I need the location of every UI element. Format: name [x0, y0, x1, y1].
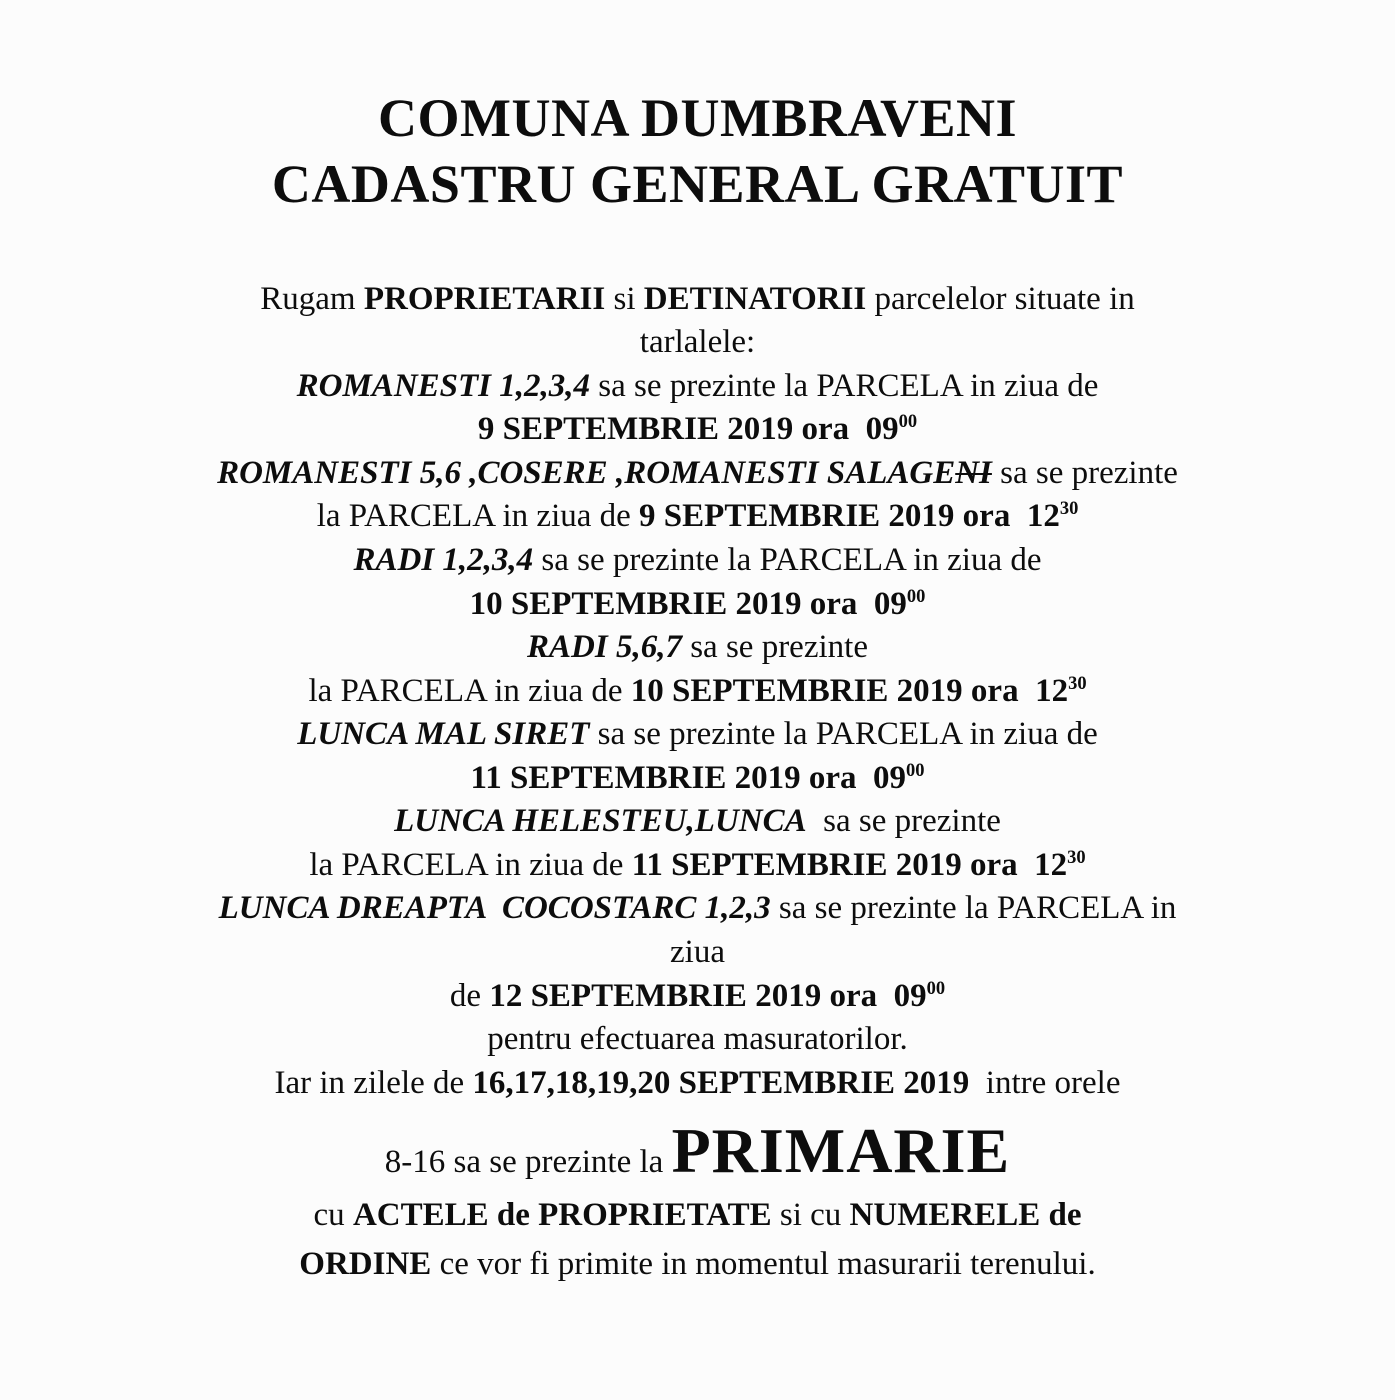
primarie-days-line: Iar in zilele de 16,17,18,19,20 SEPTEMBRIE 2019 intre orele — [274, 1064, 1121, 1101]
intro-line-2: tarlalele: — [639, 324, 756, 361]
schedule-ziua: ziua — [670, 933, 725, 970]
date-11-septembrie-1230: la PARCELA in ziua de 11 SEPTEMBRIE 2019 ora $12^{30}$ — [309, 846, 1086, 883]
notice-title-line-1: COMUNA DUMBRAVENI — [377, 88, 1018, 148]
notice-body — [0, 278, 1395, 1290]
date-9-septembrie-1230: la PARCELA in ziua de 9 SEPTEMBRIE 2019 ora $12^{30}$ — [316, 498, 1079, 535]
schedule-lunca-helesteu-lunca: LUNCA HELESTEU,LUNCA sa se prezinte — [394, 803, 1001, 840]
date-10-septembrie-1230: la PARCELA in ziua de 10 SEPTEMBRIE 2019 ora $12^{30}$ — [308, 672, 1087, 709]
intro-line-1: Rugam PROPRIETARII si DETINATORII parcelelor situate in — [260, 280, 1135, 317]
purpose-line: pentru efectuarea masuratorilor. — [487, 1021, 908, 1058]
schedule-lunca-dreapta-cocostarc: LUNCA DREAPTA COCOSTARC 1,2,3 sa se prezinte la PARCELA in — [218, 890, 1177, 927]
schedule-radi-1234: RADI 1,2,3,4 sa se prezinte la PARCELA in ziua de — [353, 542, 1042, 579]
documents-line-1: cu ACTELE de PROPRIETATE si cu NUMERELE de — [313, 1196, 1082, 1233]
schedule-romanesti-56-cosere-salageni: ROMANESTI 5,6 ,COSERE ,ROMANESTI SALAGENI sa se prezinte — [217, 454, 1178, 491]
date-9-septembrie-0900: 9 SEPTEMBRIE 2019 ora $09^{00}$ — [477, 411, 918, 448]
primarie-line: 8-16 sa se prezinte la PRIMARIE — [384, 1115, 1011, 1187]
date-12-septembrie-0900: de 12 SEPTEMBRIE 2019 ora $09^{00}$ — [449, 977, 946, 1014]
notice-title-block — [0, 0, 1395, 218]
notice-title-line-2: CADASTRU GENERAL GRATUIT — [271, 153, 1124, 214]
date-11-septembrie-0900: 11 SEPTEMBRIE 2019 ora $09^{00}$ — [470, 759, 925, 796]
date-10-septembrie-0900: 10 SEPTEMBRIE 2019 ora $09^{00}$ — [469, 585, 926, 622]
schedule-romanesti-1234: ROMANESTI 1,2,3,4 sa se prezinte la PARCELA in ziua de — [296, 367, 1099, 404]
schedule-radi-567: RADI 5,6,7 sa se prezinte — [527, 629, 868, 666]
documents-line-2: ORDINE ce vor fi primite in momentul masurarii terenului. — [299, 1246, 1096, 1283]
schedule-lunca-mal-siret: LUNCA MAL SIRET sa se prezinte la PARCELA in ziua de — [297, 716, 1098, 753]
